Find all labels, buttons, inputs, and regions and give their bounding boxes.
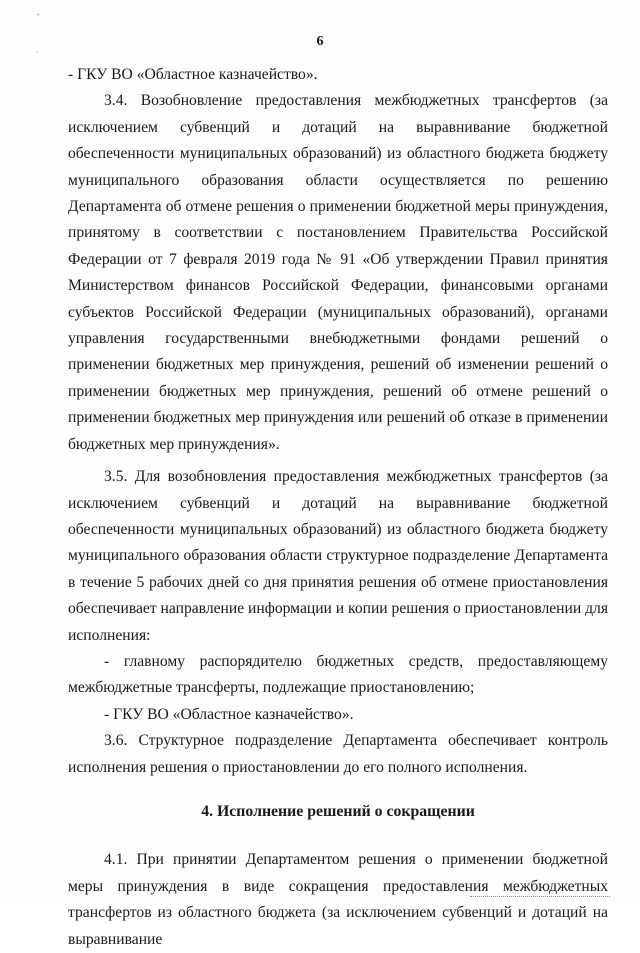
paragraph-recipient-main-manager: - главному распорядителю бюджетных средств, предоставляющему межбюджетные трансферты, подлежащие приостановлению; — [68, 652, 608, 697]
section-heading-4: 4. Исполнение решений о сокращении — [201, 802, 475, 820]
scan-artifact-dot: · — [36, 48, 39, 58]
document-body — [68, 62, 608, 953]
scan-artifact-mark: ˇ — [36, 14, 41, 24]
bottom-dotted-rule — [470, 896, 610, 897]
page-number: 6 — [316, 34, 324, 49]
paragraph-3-5: 3.5. Для возобновления предоставления межбюджетных трансфертов (за исключением субвенций и дотаций на выравнивание бюджетной обеспеченности муниципальных образований) из областного бюджета бюджету муниципального образования области структурное подразделение Департамента в течение 5 рабочих дней со дня принятия решения об отмене приостановления обеспечивает направление информации и копии решения о приостановлении для исполнения: — [68, 468, 609, 644]
paragraph-recipient-treasury-2: - ГКУ ВО «Областное казначейство». — [104, 705, 354, 723]
paragraph-3-6: 3.6. Структурное подразделение Департамента обеспечивает контроль исполнения решения о приостановлении до его полного исполнения. — [68, 732, 608, 776]
paragraph-recipient-treasury: - ГКУ ВО «Областное казначейство». — [68, 66, 318, 83]
paragraph-3-4: 3.4. Возобновление предоставления межбюджетных трансфертов (за исключением субвенций и дотаций на выравнивание бюджетной обеспеченности муниципальных образований) из областного бюджета бюджету муниципального образования области осуществляется по решению Департамента об отмене решения о применении бюджетной меры принуждения, принятому в соответствии с постановлением Правительства Российской Федерации от 7 февраля 2019 года № 91 «Об утверждении Правил принятия Министерством финансов Российской Федерации, финансовыми органами субъектов Российской Федерации (муниципальных образований), органами управления государственными внебюджетными фондами решений о применении бюджетных мер принуждения, решений об изменении решений о применении бюджетных мер принуждения, решений об отмене решений о применении бюджетных мер принуждения или решений об отказе в применении бюджетных мер принуждения». — [68, 92, 608, 453]
paragraph-4-1: 4.1. При принятии Департаментом решения о применении бюджетной меры принуждения в виде сокращения предоставления межбюджетных трансфертов из областного бюджета (за исключением субвенций и дотаций на выравнивание — [68, 851, 608, 948]
